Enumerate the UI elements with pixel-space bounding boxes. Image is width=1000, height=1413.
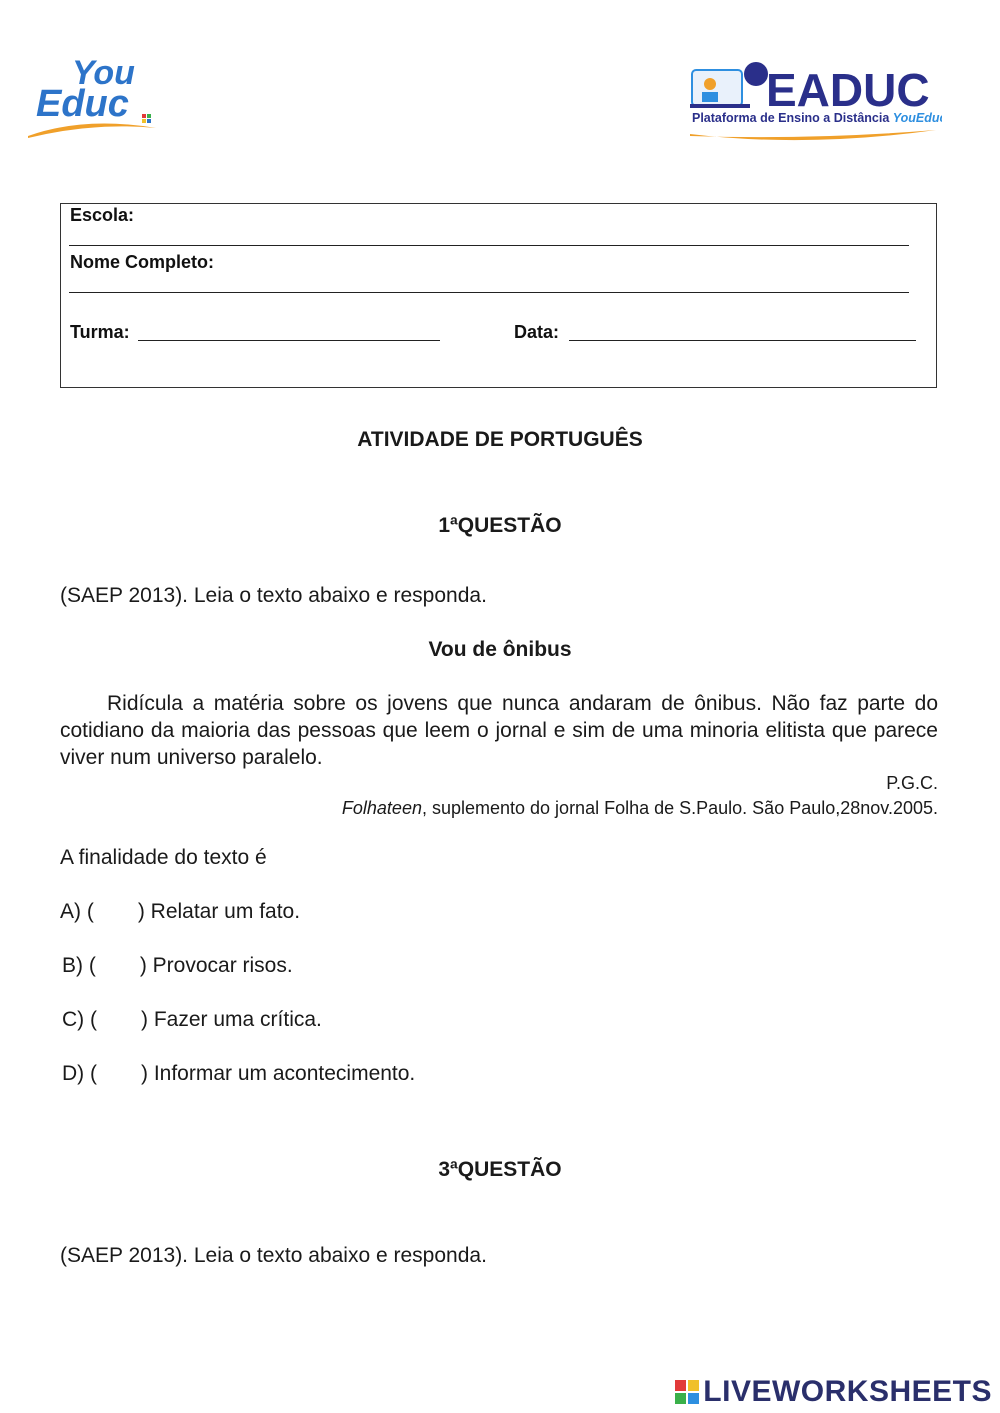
school-label: Escola: [70, 205, 135, 225]
question-3-heading: 3ªQUESTÃO [438, 1158, 562, 1181]
eaduc-tagline: Plataforma de Ensino a Distância [692, 111, 890, 125]
date-field[interactable] [569, 340, 916, 341]
activity-title: ATIVIDADE DE PORTUGUÊS [357, 428, 643, 451]
question-1-intro: (SAEP 2013). Leia o texto abaixo e responda. [60, 584, 487, 607]
text-source [342, 796, 938, 821]
text-body: Ridícula a matéria sobre os jovens que nunca andaram de ônibus. Não faz parte do cotidiano da maioria das pessoas que leem o jornal e sim de uma minoria elitista que parece viver num universo paralelo. [60, 692, 938, 769]
question-3-intro: (SAEP 2013). Leia o texto abaixo e responda. [60, 1244, 487, 1267]
class-label: Turma: [70, 322, 130, 342]
school-field[interactable] [69, 245, 909, 246]
option-d[interactable] [62, 1062, 415, 1086]
option-d-text: ) Informar um acontecimento. [141, 1062, 416, 1085]
name-field[interactable] [69, 292, 909, 293]
option-b-letter: B) ( [62, 954, 96, 977]
youeduc-logo-educ: Educ [36, 83, 129, 125]
option-a[interactable] [60, 900, 300, 924]
text-credit [342, 771, 938, 821]
student-info-box [60, 203, 937, 388]
eaduc-logo [686, 56, 942, 148]
option-c-letter: C) ( [62, 1008, 97, 1031]
source-details: , suplemento do jornal Folha de S.Paulo. São Paulo,28nov.2005. [421, 798, 938, 818]
liveworksheets-logo [675, 1375, 992, 1409]
question-1-prompt: A finalidade do texto é [60, 846, 267, 869]
eaduc-logo-text: EADUC [766, 64, 930, 116]
text-title: Vou de ônibus [428, 638, 572, 661]
svg-text:Plataforma de Ensino a Distânc [692, 111, 942, 125]
option-a-letter: A) ( [60, 900, 94, 923]
youeduc-logo-you: You [72, 54, 135, 92]
name-label: Nome Completo: [70, 252, 214, 272]
liveworksheets-icon [675, 1380, 699, 1404]
option-a-text: ) Relatar um fato. [137, 900, 301, 923]
eaduc-tagline-brand: YouEduc [892, 111, 942, 125]
youeduc-logo [24, 52, 164, 146]
option-c[interactable] [62, 1008, 322, 1032]
option-d-letter: D) ( [62, 1062, 97, 1085]
text-author: P.G.C. [886, 773, 938, 793]
option-b-text: ) Provocar risos. [139, 954, 293, 977]
liveworksheets-wordmark: LIVEWORKSHEETS [703, 1375, 992, 1408]
class-field[interactable] [138, 340, 440, 341]
source-publication: Folhateen [341, 798, 422, 818]
option-b[interactable] [62, 954, 293, 978]
question-1-heading: 1ªQUESTÃO [438, 514, 562, 537]
date-label: Data: [514, 322, 560, 342]
option-c-text: ) Fazer uma crítica. [141, 1008, 322, 1031]
